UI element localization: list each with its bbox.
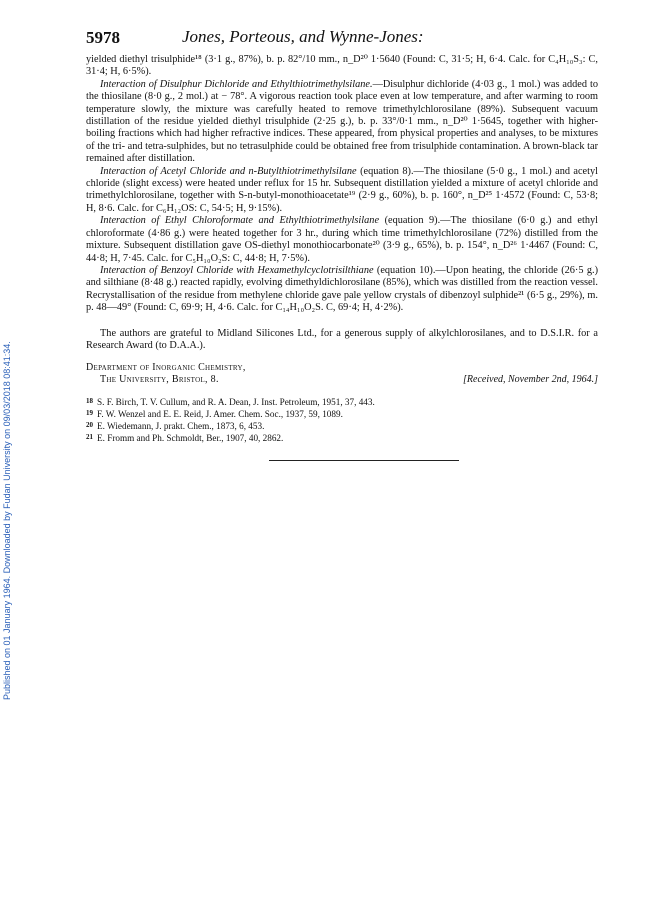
paragraph-disulphur-dichloride: [86, 79, 598, 166]
reference-number: 20: [86, 421, 93, 430]
end-rule: [269, 460, 459, 461]
reference-item: [86, 396, 598, 408]
reference-text: F. W. Wenzel and E. E. Reid, J. Amer. Chem. Soc., 1937, 59, 1089.: [97, 409, 343, 420]
reference-item: [86, 420, 598, 432]
reference-item: [86, 432, 598, 444]
reference-text: S. F. Birch, T. V. Cullum, and R. A. Dean, J. Inst. Petroleum, 1951, 37, 443.: [97, 397, 375, 408]
section-heading: Interaction of Benzoyl Chloride with Hexamethylcyclotrisilthiane: [100, 264, 374, 276]
page-header: [86, 28, 598, 54]
paragraph-text: —Disulphur dichloride (4·03 g., 1 mol.) was added to the thiosilane (8·0 g., 2 mol.) at − 78°. A vigorous reaction took place even at low temperature, and after warming to room temperature slowly, the mixture was carefully heated to remove trimethylchlorosilane (89%). Subsequent vacuum distillation of the residue yielded diethyl trisulphide (2·25 g.), b. p. 33°/0·1 mm., n_D²⁰ 1·5645, together with higher-boiling fractions which had higher refractive indices. These appeared, from physical properties and analyses, to be mixtures of the tri- and tetra-sulphides, but no tetrasulphide could be obtained free from trisulphide contamination. A brown-black tar remained after distillation.: [86, 78, 599, 165]
author-address: [86, 362, 598, 386]
reference-item: [86, 408, 598, 420]
references: [86, 396, 598, 444]
page-number: 5978: [86, 28, 120, 47]
acknowledgement: The authors are grateful to Midland Silicones Ltd., for a generous supply of alkylchlorosilanes, and to D.S.I.R. for a Research Award (to D.A.A.).: [86, 327, 598, 351]
paragraph-text: (equation 9).—The thiosilane (6·0 g.) and ethyl chloroformate (4·86 g.) were heated together for 3 hr., during which time trimethylchlorosilane (72%) distilled from the mixture. Subsequent distillation gave OS-diethyl monothiocarbonate²⁰ (3·9 g., 65%), b. p. 154°, n_D²⁶ 1·4467 (Found: C, 44·8; H, 7·45. Calc. for C₅H₁₀O₂S: C, 44·8; H, 7·5%).: [86, 215, 598, 264]
paragraph-acetyl-chloride: [86, 166, 598, 216]
reference-text: E. Fromm and Ph. Schmoldt, Ber., 1907, 40, 2862.: [97, 433, 284, 444]
download-watermark: [0, 0, 22, 912]
reference-number: 18: [86, 397, 93, 406]
download-watermark-text: Published on 01 January 1964. Downloaded by Fudan University on 09/03/2018 08:41:34.: [2, 341, 12, 700]
page: [86, 28, 598, 461]
paragraph-text: (equation 8).—The thiosilane (5·0 g., 1 mol.) and acetyl chloride (slight excess) were heated under reflux for 15 hr. Subsequent distillation yielded a mixture of acetyl chloride and trimethylchlorosilane, together with S-n-butyl-monothioacetate¹⁹ (2·9 g., 60%), b. p. 160°, n_D²⁵ 1·4572 (Found: C, 53·8; H, 8·6. Calc. for C₆H₁₂OS: C, 54·5; H, 9·15%).: [86, 165, 599, 214]
section-heading: Interaction of Acetyl Chloride and n-Butylthiotrimethylsilane: [100, 165, 357, 177]
paragraph-benzoyl-chloride: [86, 265, 598, 315]
paragraph-ethyl-chloroformate: [86, 215, 598, 265]
running-title: Jones, Porteous, and Wynne-Jones:: [182, 27, 424, 46]
section-heading: Interaction of Ethyl Chloroformate and Ethylthiotrimethylsilane: [100, 215, 380, 227]
institution: The University, Bristol, 8.: [100, 374, 219, 386]
reference-number: 21: [86, 433, 93, 442]
paragraph-text: (equation 10).—Upon heating, the chloride (26·5 g.) and silthiane (8·48 g.) reacted rapidly, evolving dimethyldichlorosilane (85%), which was distilled from the reaction vessel. Recrystallisation of the residue from methylene chloride gave pale yellow crystals of dibenzoyl sulphide²¹ (6·5 g., 29%), m. p. 48—49° (Found: C, 69·9; H, 4·6. Calc. for C₁₄H₁₀O₂S. C, 69·4; H, 4·2%).: [86, 264, 598, 314]
reference-number: 19: [86, 409, 93, 418]
paragraph-trisulphide-result: yielded diethyl trisulphide¹⁸ (3·1 g., 87%), b. p. 82°/10 mm., n_D²⁰ 1·5640 (Found: C, 31·5; H, 6·4. Calc. for C₄H₁₀S₃: C, 31·4; H, 6·5%).: [86, 54, 598, 78]
article-body: [86, 54, 598, 352]
department: Department of Inorganic Chemistry,: [86, 362, 246, 374]
reference-text: E. Wiedemann, J. prakt. Chem., 1873, 6, 453.: [97, 421, 265, 432]
received-date: [Received, November 2nd, 1964.]: [463, 374, 598, 386]
section-heading: Interaction of Disulphur Dichloride and Ethylthiotrimethylsilane.: [100, 78, 373, 90]
